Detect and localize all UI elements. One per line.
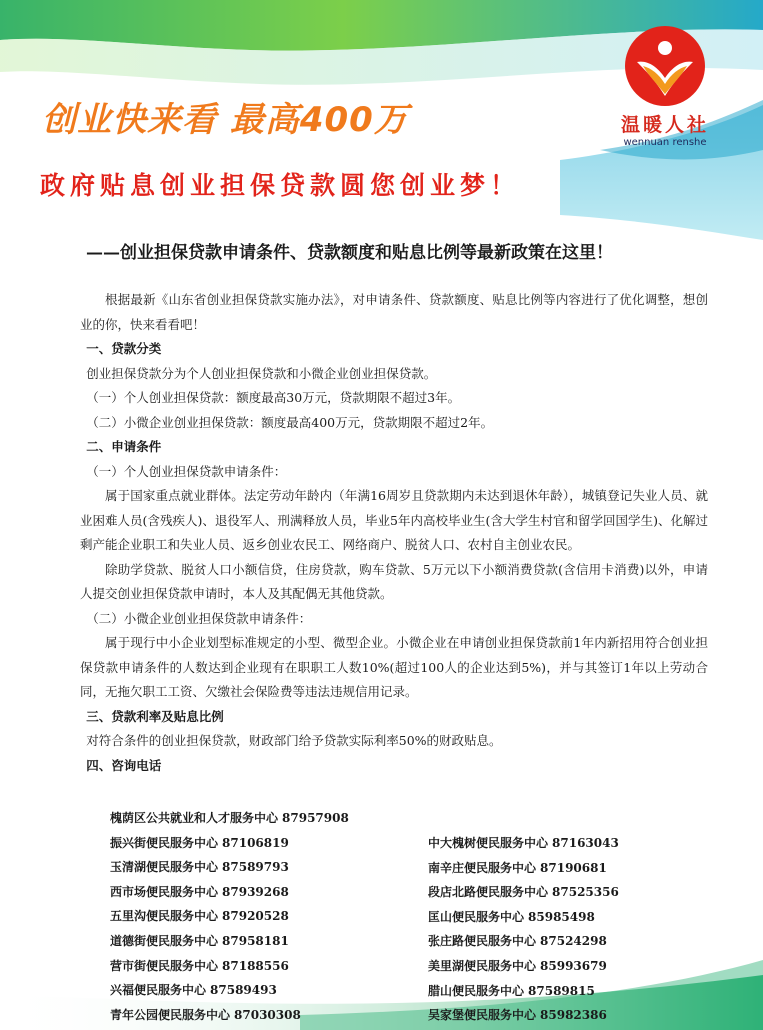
contact-item: 道德街便民服务中心 87958181 bbox=[110, 933, 289, 948]
person-heart-logo-icon bbox=[623, 24, 707, 108]
contact-item: 中大槐树便民服务中心 87163043 bbox=[428, 836, 619, 850]
contact-column-left bbox=[110, 806, 410, 1027]
policy-body bbox=[80, 288, 708, 778]
contact-item: 西市场便民服务中心 87939268 bbox=[110, 884, 289, 899]
contact-item: 腊山便民服务中心 87589815 bbox=[428, 983, 595, 998]
contact-item: 段店北路便民服务中心 87525356 bbox=[428, 885, 619, 900]
logo-name-en: wennuan renshe bbox=[623, 137, 707, 148]
contact-item: 营市街便民服务中心 87188556 bbox=[110, 958, 289, 973]
contact-column-right bbox=[428, 831, 688, 1028]
section2-para1: 属于国家重点就业群体。法定劳动年龄内（年满16周岁且贷款期内未达到退休年龄），城镇登记失业人员、就业困难人员(含残疾人)、退役军人、刑满释放人员，毕业5年内高校毕业生(含大学生村官和留学回国学生)、化解过剩产能企业职工和失业人员、返乡创业农民工、网络商户、脱贫人口、农村自主创业农民。 bbox=[80, 488, 708, 552]
headline-main: 创业快来看 最高400万 bbox=[42, 100, 409, 140]
contact-item: 玉清湖便民服务中心 87589793 bbox=[110, 860, 289, 875]
section-title-hotline: 四、咨询电话 bbox=[86, 757, 162, 773]
section2-sub2: （二）小微企业创业担保贷款申请条件： bbox=[86, 610, 312, 626]
contact-item: 匡山便民服务中心 85985498 bbox=[428, 909, 595, 924]
contact-item: 振兴街便民服务中心 87106819 bbox=[110, 835, 289, 850]
section1-item1: （一）个人创业担保贷款：额度最高30万元，贷款期限不超过3年。 bbox=[86, 390, 461, 405]
section2-para2: 除助学贷款、脱贫人口小额信贷，住房贷款，购车贷款、5万元以下小额消费贷款(含信用卡消费)以外，申请人提交创业担保贷款申请时，本人及其配偶无其他贷款。 bbox=[80, 561, 708, 601]
contact-item: 吴家堡便民服务中心 85982386 bbox=[428, 1008, 607, 1023]
section2-sub1: （一）个人创业担保贷款申请条件： bbox=[86, 463, 287, 479]
contact-item: 五里沟便民服务中心 87920528 bbox=[110, 909, 289, 924]
intro-paragraph: 根据最新《山东省创业担保贷款实施办法》，对申请条件、贷款额度、贴息比例等内容进行了优化调整，想创业的你，快来看看吧！ bbox=[80, 292, 708, 332]
contact-item: 青年公园便民服务中心 87030308 bbox=[110, 1007, 301, 1022]
contact-item: 美里湖便民服务中心 85993679 bbox=[428, 958, 607, 973]
contact-item: 南辛庄便民服务中心 87190681 bbox=[428, 860, 607, 875]
section2-para3: 属于现行中小企业划型标准规定的小型、微型企业。小微企业在申请创业担保贷款前1年内新招用符合创业担保贷款申请条件的人数达到企业现有在职职工人数10%(超过100人的企业达到5%)，并与其签订1年以上劳动合同，无拖欠职工工资、欠缴社会保险费等违法违规信用记录。 bbox=[80, 635, 708, 699]
section3-text: 对符合条件的创业担保贷款，财政部门给予贷款实际利率50%的财政贴息。 bbox=[86, 733, 502, 748]
headline-secondary: 政府贴息创业担保贷款圆您创业梦！ bbox=[40, 171, 521, 200]
section-title-conditions: 二、申请条件 bbox=[86, 439, 162, 454]
subtitle: ——创业担保贷款申请条件、贷款额度和贴息比例等最新政策在这里！ bbox=[86, 243, 613, 263]
section-title-interest: 三、贷款利率及贴息比例 bbox=[86, 708, 224, 724]
section1-item2: （二）小微企业创业担保贷款：额度最高400万元，贷款期限不超过2年。 bbox=[86, 414, 494, 430]
contact-item: 兴福便民服务中心 87589493 bbox=[110, 983, 277, 998]
contact-item: 槐荫区公共就业和人才服务中心 87957908 bbox=[110, 811, 349, 825]
contact-item: 张庄路便民服务中心 87524298 bbox=[428, 934, 607, 949]
logo bbox=[610, 24, 720, 148]
logo-name-cn: 温暖人社 bbox=[620, 114, 709, 136]
section1-text: 创业担保贷款分为个人创业担保贷款和小微企业创业担保贷款。 bbox=[86, 365, 437, 381]
section-title-loan-types: 一、贷款分类 bbox=[86, 341, 162, 356]
